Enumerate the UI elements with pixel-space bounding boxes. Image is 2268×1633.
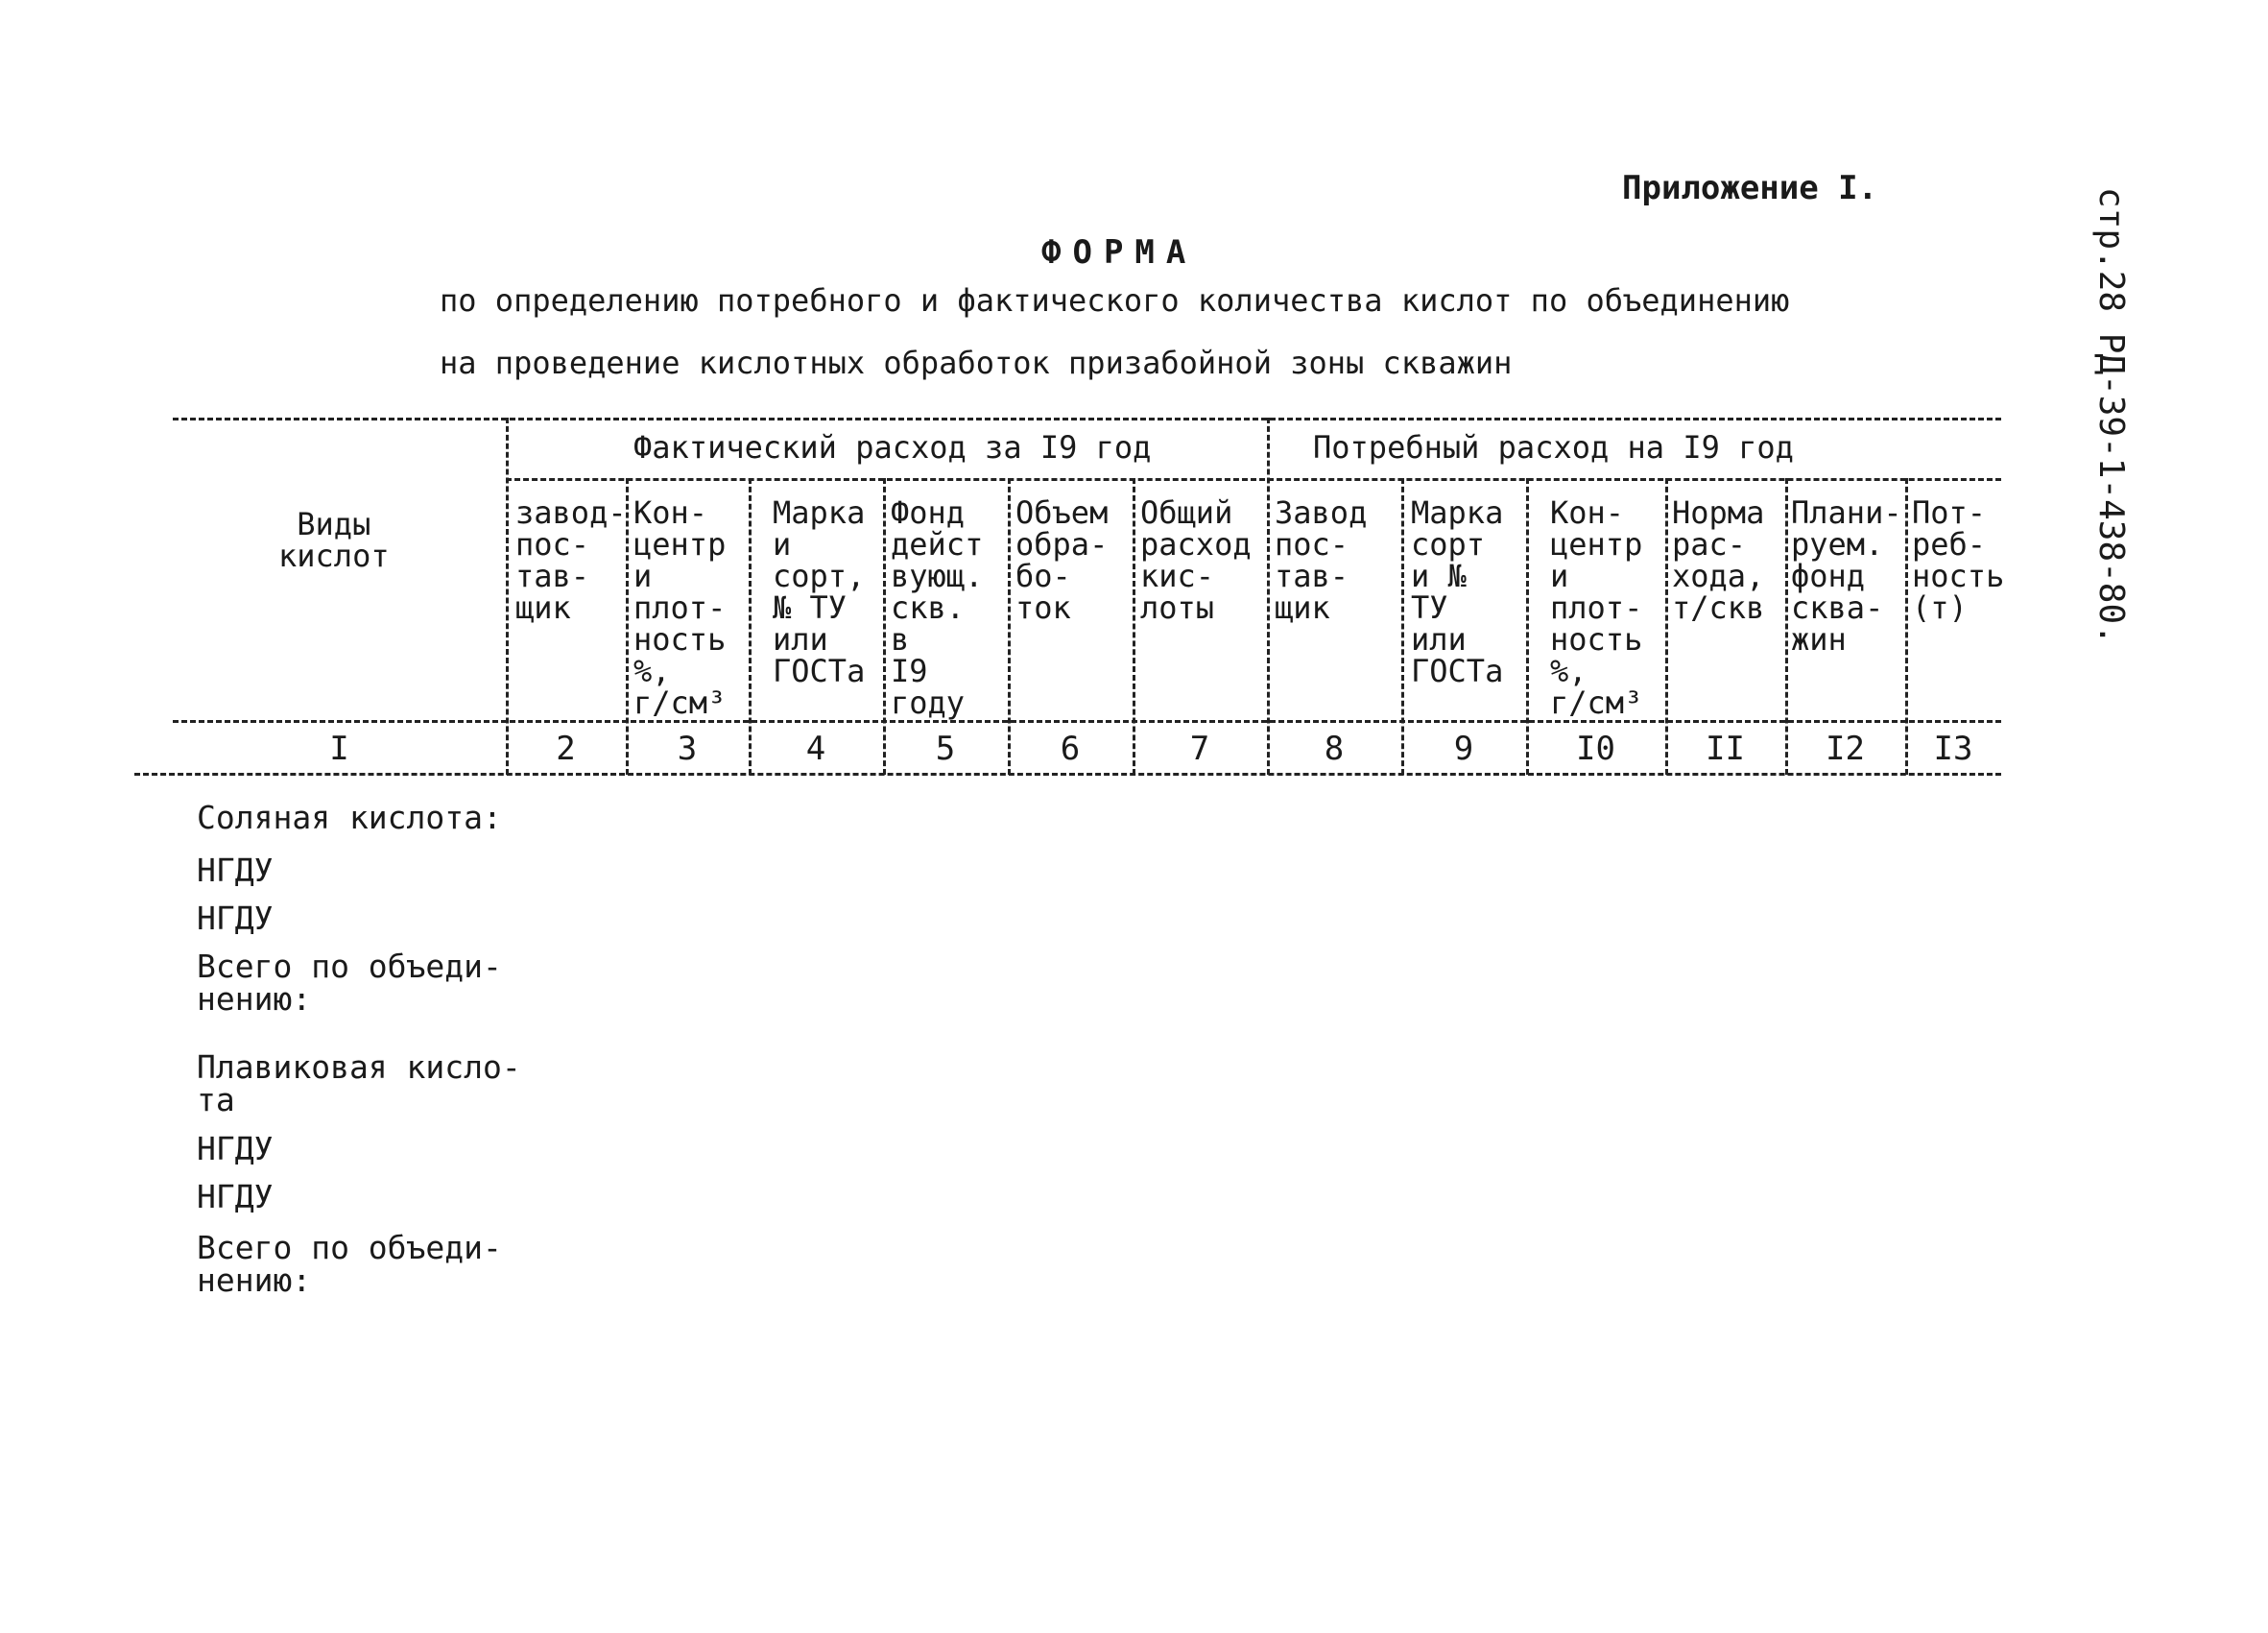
column-number: 6 (1060, 730, 1081, 768)
document-code: стр.28 РД-39-1-438-80. (2091, 187, 2131, 645)
column-header: Фонд дейст вующ. скв. в I9 году (891, 494, 984, 721)
table-number-rule (134, 773, 2001, 776)
form-subtitle-line-1: по определению потребного и фактического количества кислот по объединению (440, 282, 1790, 319)
column-number: 8 (1324, 730, 1345, 768)
col-divider (1785, 478, 1788, 775)
column-header: Завод пос- тав- щик (1275, 494, 1368, 626)
column-header: Марка сорт и № ТУ или ГОСТа (1411, 494, 1504, 689)
column-number: I2 (1826, 730, 1865, 768)
table-group-rule (506, 478, 2001, 481)
row-label-ngdu: НГДУ (197, 1130, 274, 1167)
col-divider (1526, 478, 1529, 775)
col-divider (1905, 478, 1908, 775)
appendix-label: Приложение I. (1622, 169, 1878, 207)
column-number: 4 (805, 730, 826, 768)
column-number: 9 (1453, 730, 1474, 768)
column-header: Плани- руем. фонд сква- жин (1791, 494, 1902, 658)
column-header: Норма рас- хода, т/скв (1672, 494, 1765, 626)
column-header: завод- пос- тав- щик (515, 494, 627, 626)
column-number: 2 (556, 730, 576, 768)
column-number: 3 (677, 730, 698, 768)
row-label-hydrochloric-acid: Соляная кислота: (197, 799, 502, 836)
col-divider (1665, 478, 1668, 775)
row-label-hydrofluoric-acid: Плавиковая кисло- та (197, 1048, 521, 1118)
row-label-ngdu: НГДУ (197, 900, 274, 937)
row-header-acid-types: Виды кислот (278, 506, 390, 574)
column-header: Объем обра- бо- ток (1015, 494, 1109, 626)
column-number: I (329, 730, 349, 768)
group-header-actual: Фактический расход за I9 год (633, 429, 1152, 466)
table-top-rule (173, 418, 2001, 420)
column-header: Общий расход кис- лоты (1140, 494, 1252, 626)
col-divider (1267, 418, 1270, 775)
column-number: I3 (1933, 730, 1973, 768)
col-divider (883, 478, 886, 775)
row-label-total: Всего по объеди- нению: (197, 948, 502, 1018)
table-header-rule (173, 720, 2001, 723)
column-number: 5 (935, 730, 956, 768)
col-divider (1401, 478, 1404, 775)
form-subtitle-line-2: на проведение кислотных обработок призабойной зоны скважин (440, 345, 1513, 381)
col-divider (1008, 478, 1011, 775)
column-number: I0 (1576, 730, 1615, 768)
group-header-required: Потребный расход на I9 год (1313, 429, 1794, 466)
col-divider (506, 418, 509, 775)
column-header: Кон- центр и плот- ность %, г/см³ (633, 494, 727, 721)
row-label-ngdu: НГДУ (197, 852, 274, 889)
column-header: Пот- реб- ность (т) (1912, 494, 2005, 626)
col-divider (749, 478, 752, 775)
column-number: 7 (1189, 730, 1210, 768)
column-header: Марка и сорт, № ТУ или ГОСТа (773, 494, 866, 689)
row-label-ngdu: НГДУ (197, 1178, 274, 1215)
column-number: II (1706, 730, 1745, 768)
col-divider (1133, 478, 1135, 775)
form-title: ФОРМА (1041, 233, 1198, 272)
column-header: Кон- центр и плот- ность %, г/см³ (1550, 494, 1643, 721)
row-label-total: Всего по объеди- нению: (197, 1229, 502, 1299)
